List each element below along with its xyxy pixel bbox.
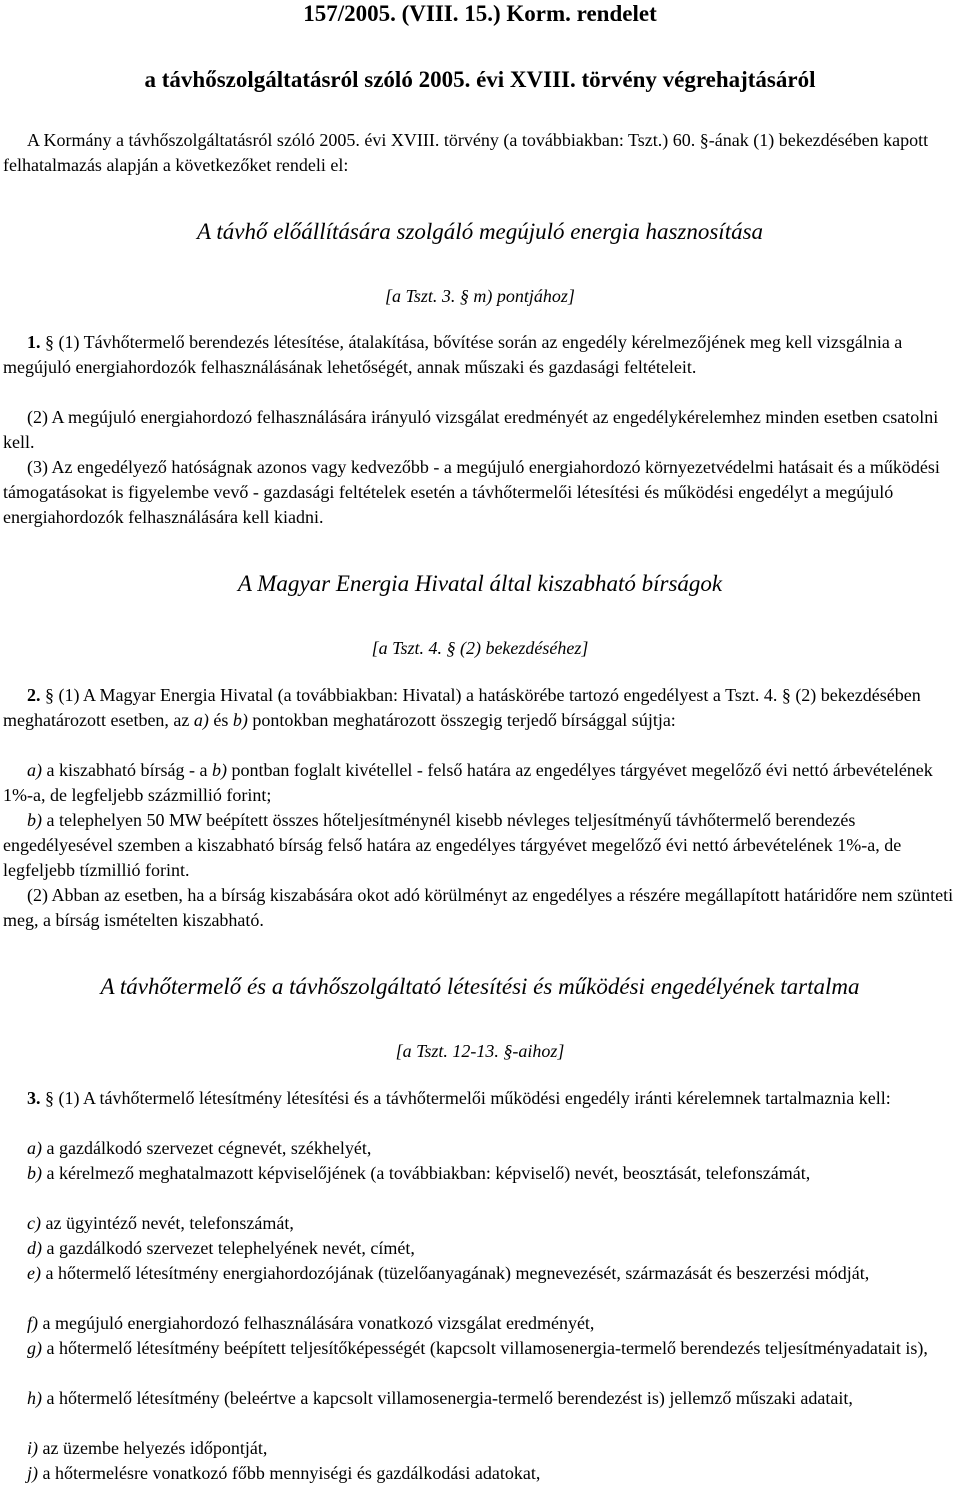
list-item: f) a megújuló energiahordozó felhasználására vonatkozó vizsgálat eredményét, — [27, 1313, 595, 1333]
section-3-paragraph-1: 3. § (1) A távhőtermelő létesítmény létesítési és a távhőtermelői működési engedély iránti kérelemnek tartalmaznia kell: — [27, 1088, 891, 1108]
section-1-paragraph-1-text: § (1) Távhőtermelő berendezés létesítése, átalakítása, bővítése során az engedély kérelmezőjének meg kell vizsgálnia a megújuló energiahordozók felhasználásának lehetőségét, annak műszaki és gazdasági feltételeit. — [3, 332, 903, 377]
point-label: a) — [27, 760, 42, 780]
section-1-number: 1. — [27, 332, 41, 352]
section-3-reference: [a Tszt. 12-13. §-aihoz] — [395, 1041, 565, 1061]
list-item: e) a hőtermelő létesítmény energiahordozójának (tüzelőanyagának) megnevezését, származását és beszerzési módját, — [27, 1263, 870, 1283]
section-2-heading: A Magyar Energia Hivatal által kiszabható bírságok — [237, 571, 723, 596]
list-item: i) az üzembe helyezés időpontját, — [27, 1438, 268, 1458]
list-item: b) a kérelmező meghatalmazott képviselőjének (a továbbiakban: képviselő) nevét, beosztását, telefonszámát, — [27, 1163, 811, 1183]
section-2-point-b: b) a telephelyen 50 MW beépített összes hőteljesítménynél kisebb névleges teljesítményű távhőtermelő berendezés engedélyesével szemben a kiszabható bírság felső határa az engedélyes tárgyévet megelőző évi nettó árbevételének 1%-a, de legfeljebb tízmillió forint. — [3, 810, 902, 880]
section-1-paragraph-1 — [3, 330, 955, 380]
section-2-paragraph-2: (2) Abban az esetben, ha a bírság kiszabására okot adó körülményt az engedélyes a részére megállapított határidőre nem szünteti meg, a bírság ismételten kiszabható. — [3, 885, 954, 930]
preamble: A Kormány a távhőszolgáltatásról szóló 2005. évi XVIII. törvény (a továbbiakban: Tszt.) 60. §-ának (1) bekezdésében kapott felhatalmazás alapján a következőket rendeli el: — [3, 130, 929, 175]
list-item: c) az ügyintéző nevét, telefonszámát, — [27, 1213, 294, 1233]
section-1-heading: A távhő előállítására szolgáló megújuló energia hasznosítása — [196, 219, 764, 244]
section-3-number: 3. — [27, 1088, 41, 1108]
section-1-reference: [a Tszt. 3. § m) pontjához] — [385, 286, 575, 306]
section-3-heading: A távhőtermelő és a távhőszolgáltató létesítési és működési engedélyének tartalma — [100, 974, 860, 999]
section-2-paragraph-1: 2. § (1) A Magyar Energia Hivatal (a továbbiakban: Hivatal) a hatáskörébe tartozó engedélyest a Tszt. 4. § (2) bekezdésében meghatározott esetben, az a) és b) pontokban meghatározott összegig terjedő bírsággal sújtja: — [3, 685, 921, 730]
list-item: j) a hőtermelésre vonatkozó főbb mennyiségi és gazdálkodási adatokat, — [27, 1463, 541, 1483]
document-subtitle: a távhőszolgáltatásról szóló 2005. évi XVIII. törvény végrehajtásáról — [144, 67, 816, 92]
section-2-reference: [a Tszt. 4. § (2) bekezdéséhez] — [371, 638, 589, 658]
section-1-paragraph-3: (3) Az engedélyező hatóságnak azonos vagy kedvezőbb - a megújuló energiahordozó környezetvédelmi hatásait és a működési támogatásokat is figyelembe vevő - gazdasági feltételek esetén a távhőtermelői létesítési és működési engedélyt a megújuló energiahordozók felhasználására kell kiadni. — [3, 457, 940, 527]
section-2-point-a: a) a kiszabható bírság - a b) pontban foglalt kivétellel - felső határa az engedélyes tárgyévet megelőző évi nettó árbevételének 1%-a, de legfeljebb százmillió forint; — [3, 760, 933, 805]
section-2-number: 2. — [27, 685, 41, 705]
list-item: d) a gazdálkodó szervezet telephelyének nevét, címét, — [27, 1238, 415, 1258]
list-item: a) a gazdálkodó szervezet cégnevét, székhelyét, — [27, 1138, 372, 1158]
list-item: h) a hőtermelő létesítmény (beleértve a kapcsolt villamosenergia-termelő berendezést is) jellemző műszaki adatait, — [27, 1388, 853, 1408]
section-1-paragraph-2: (2) A megújuló energiahordozó felhasználására irányuló vizsgálat eredményét az engedélykérelemhez minden esetben csatolni kell. — [3, 407, 939, 452]
point-label: b) — [27, 810, 42, 830]
list-item: g) a hőtermelő létesítmény beépített teljesítőképességét (kapcsolt villamosenergia-termelő berendezés teljesítményadatait is), — [27, 1338, 928, 1358]
document-title: 157/2005. (VIII. 15.) Korm. rendelet — [303, 1, 657, 26]
